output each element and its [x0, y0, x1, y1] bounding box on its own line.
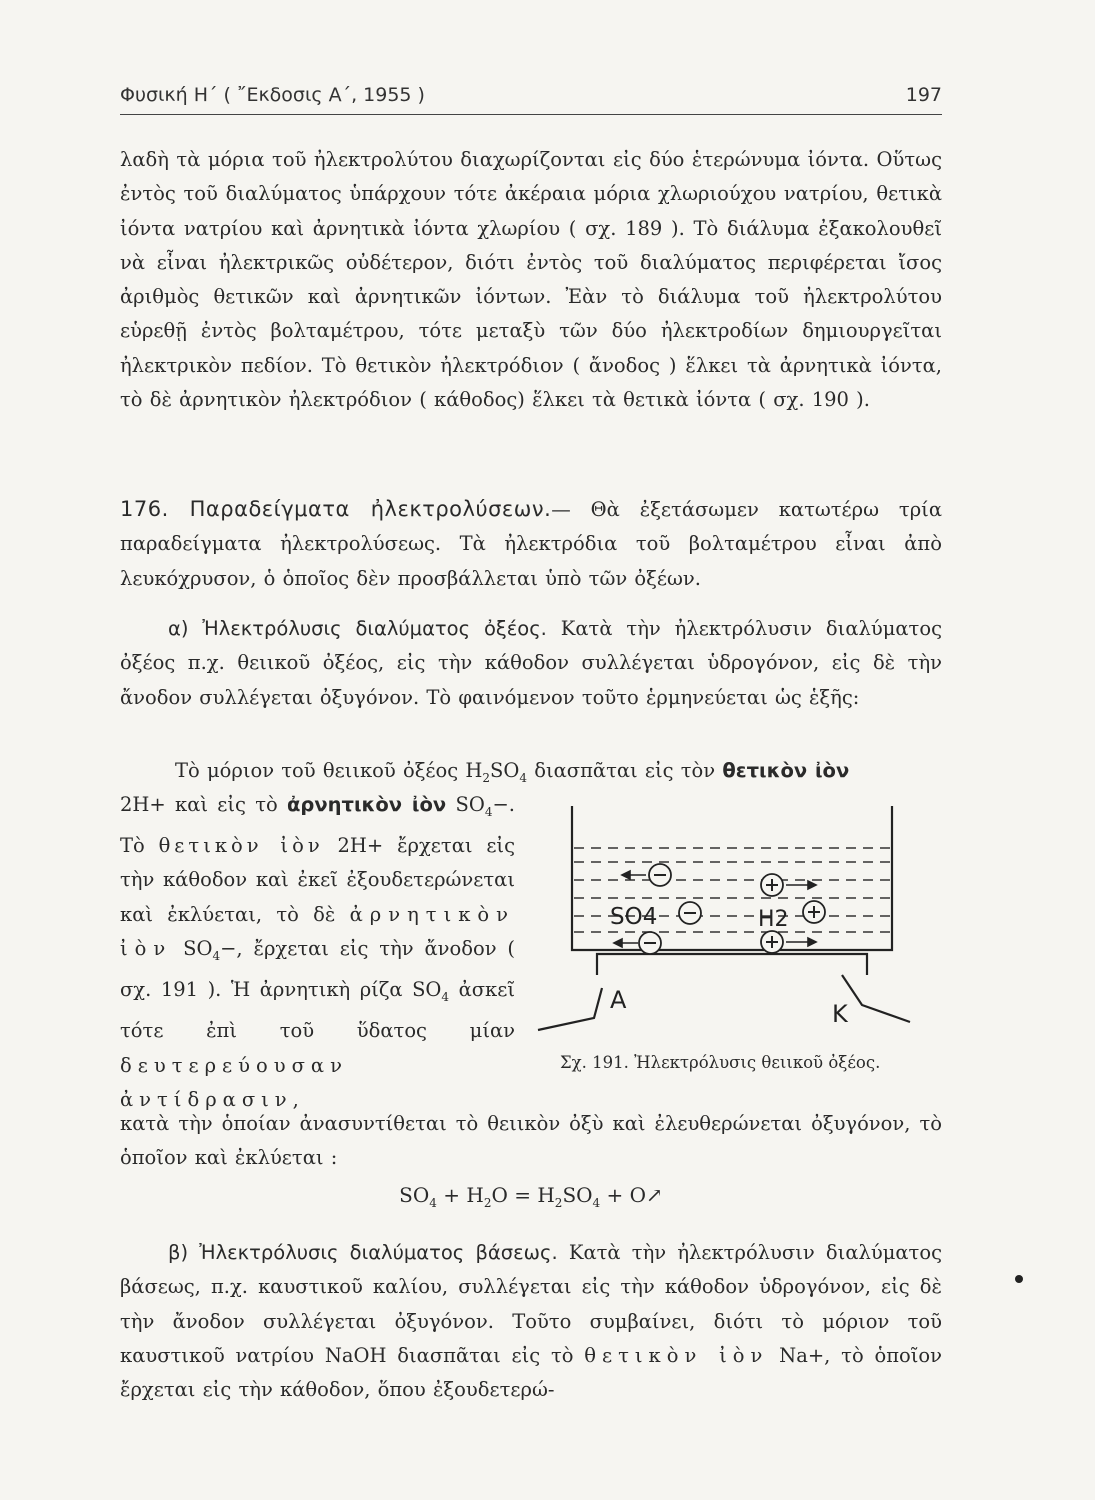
dissociation-text: 2H+ ἔρχεται εἰς τὴν κάθοδον καὶ ἐκεῖ ἐξουδετερώνεται καὶ ἐκλύεται, τὸ δὲ [120, 834, 515, 926]
item-b-heading: β) Ἠλεκτρόλυσις διαλύματος βάσεως. [168, 1241, 558, 1264]
section-176-text: — Θὰ ἐξετάσωμεν κατωτέρω τρία παραδείγματα ἠλεκτρολύσεως. Τὰ ἠλεκτρόδια τοῦ βολταμέτρου εἶναι ἀπὸ λευκόχρυσον, ὁ ὁποῖος δὲν προσβάλλεται ὑπὸ τῶν ὀξέων. [120, 498, 942, 590]
dissociation-column [120, 788, 515, 1117]
figure-caption: Σχ. 191. Ἠλεκτρόλυσις θειικοῦ ὀξέος. [560, 1053, 881, 1072]
section-176-heading: 176. Παραδείγματα ἠλεκτρολύσεων. [120, 497, 552, 521]
dissociation-text: SO [490, 759, 520, 782]
dissociation-text: διασπᾶται εἰς τὸν [527, 759, 723, 782]
eq-part: + O↗ [600, 1183, 663, 1207]
eq-sub: 4 [592, 1196, 601, 1210]
cathode-gas-tube [842, 975, 910, 1022]
bold-term: θετικὸν ἰὸν [722, 759, 850, 782]
dissociation-text: −. Τὸ [120, 793, 516, 858]
eq-sub: 4 [429, 1196, 437, 1210]
page-number: 197 [905, 84, 942, 106]
intro-paragraph: λαδὴ τὰ μόρια τοῦ ἠλεκτρολύτου διαχωρίζονται εἰς δύο ἑτερώνυμα ἰόντα. Οὕτως ἐντὸς τοῦ διαλύματος ὑπάρχουν τότε ἀκέραια μόρια χλωριούχου νατρίου, θετικὰ ἰόντα νατρίου καὶ ἀρνητικὰ ἰόντα χλωρίου ( σχ. 189 ). Τὸ διάλυμα ἐξακολουθεῖ νὰ εἶναι ἠλεκτρικῶς οὐδέτερον, διότι ἐντὸς τοῦ διαλύματος περιφέρεται ἴσος ἀριθμὸς θετικῶν καὶ ἀρνητικῶν ἰόντων. Ἐὰν τὸ διάλυμα τοῦ ἠλεκτρολύτου εὑρεθῇ ἐντὸς βολταμέτρου, τότε μεταξὺ τῶν δύο ἠλεκτροδίων δημιουργεῖται ἠλεκτρικὸν πεδίον. Τὸ θετικὸν ἠλεκτρόδιον ( ἄνοδος ) ἕλκει τὰ ἀρνητικὰ ἰόντα, τὸ δὲ ἀρνητικὸν ἠλεκτρόδιον ( κάθοδος) ἕλκει τὰ θετικὰ ἰόντα ( σχ. 190 ). [120, 148, 942, 412]
subscript: 4 [441, 990, 450, 1005]
chemical-equation [120, 1183, 942, 1210]
gas-label: H2 [758, 907, 789, 932]
item-b-text-end: Na+, τὸ ὁποῖον ἔρχεται εἰς τὴν κάθοδον, ὅπου ἐξουδετερώ- [120, 1343, 943, 1402]
item-b [120, 1236, 942, 1407]
eq-part: O = H [491, 1183, 555, 1207]
dissociation-text: Τὸ μόριον τοῦ θειικοῦ ὀξέος H [175, 759, 483, 782]
dissociation-text: SO [446, 793, 485, 816]
spaced-term: ἀρνητικὸν ἰὸν [120, 902, 515, 961]
electrode-rods [597, 954, 867, 975]
section-176 [120, 492, 942, 596]
eq-part: SO [399, 1183, 430, 1207]
eq-sub: 2 [554, 1196, 563, 1210]
eq-part: SO [562, 1183, 593, 1207]
header-title: Φυσική Η΄ ( ῎Εκδοσις Α΄, 1955 ) [120, 84, 425, 106]
subscript: 4 [519, 770, 528, 785]
dissociation-text: −, ἔρχεται εἰς τὴν ἄνοδον ( σχ. 191 ). Ἡ ἀρνητικὴ ρίζα SO [120, 937, 515, 1002]
page-speck [1015, 1275, 1023, 1283]
item-a-text: Κατὰ τὴν ἠλεκτρόλυσιν διαλύματος ὀξέος π.χ. θειικοῦ ὀξέος, εἰς τὴν κάθοδον συλλέγεται ὑδρογόνον, εἰς δὲ τὴν ἄνοδον συλλέγεται ὀξυγόνον. Τὸ φαινόμενον τοῦτο ἑρμηνεύεται ὡς ἑξῆς: [120, 617, 942, 709]
anode-label: A [610, 986, 627, 1014]
dissociation-text: SO [172, 937, 213, 961]
item-a-heading: α) Ἠλεκτρόλυσις διαλύματος ὀξέος. [168, 617, 547, 640]
anode-gas-tube [538, 988, 602, 1030]
dissociation-text: ἀσκεῖ τότε ἐπὶ τοῦ ὕδατος μίαν [120, 978, 515, 1043]
running-header [120, 82, 942, 115]
subscript: 4 [212, 948, 221, 963]
dissociation-continuation: κατὰ τὴν ὁποίαν ἀνασυντίθεται τὸ θειικὸν ὀξὺ καὶ ἐλευθερώνεται ὀξυγόνον, τὸ ὁποῖον καὶ ἐκλύεται : [120, 1112, 942, 1170]
item-b-text: Κατὰ τὴν ἠλεκτρόλυσιν διαλύματος βάσεως, π.χ. καυστικοῦ καλίου, συλλέγεται εἰς τὴν κάθοδον ὑδρογόνον, εἰς δὲ τὴν ἄνοδον συλλέγεται ὀξυγόνον. Τοῦτο συμβαίνει, διότι τὸ μόριον τοῦ καυστικοῦ νατρίου NaOH διασπᾶται εἰς τὸ [120, 1241, 942, 1367]
spaced-term: θετικὸν ἰὸν [158, 834, 324, 858]
cathode-label: K [832, 1000, 848, 1028]
bold-term: ἀρνητικὸν ἰὸν [286, 793, 447, 816]
item-b-spaced-term: θετικὸν ἰὸν [584, 1343, 769, 1367]
anion-label: SO4 [610, 904, 658, 930]
eq-part: + H [436, 1183, 484, 1207]
spaced-term: δευτερεύουσαν ἀντίδρασιν, [120, 1053, 348, 1112]
eq-sub: 2 [483, 1196, 492, 1210]
subscript: 2 [482, 770, 491, 785]
electrolysis-figure [532, 800, 922, 1050]
dissociation-text: 2H+ καὶ εἰς τὸ [120, 793, 287, 816]
item-a [120, 612, 942, 715]
subscript: 4 [484, 804, 493, 819]
